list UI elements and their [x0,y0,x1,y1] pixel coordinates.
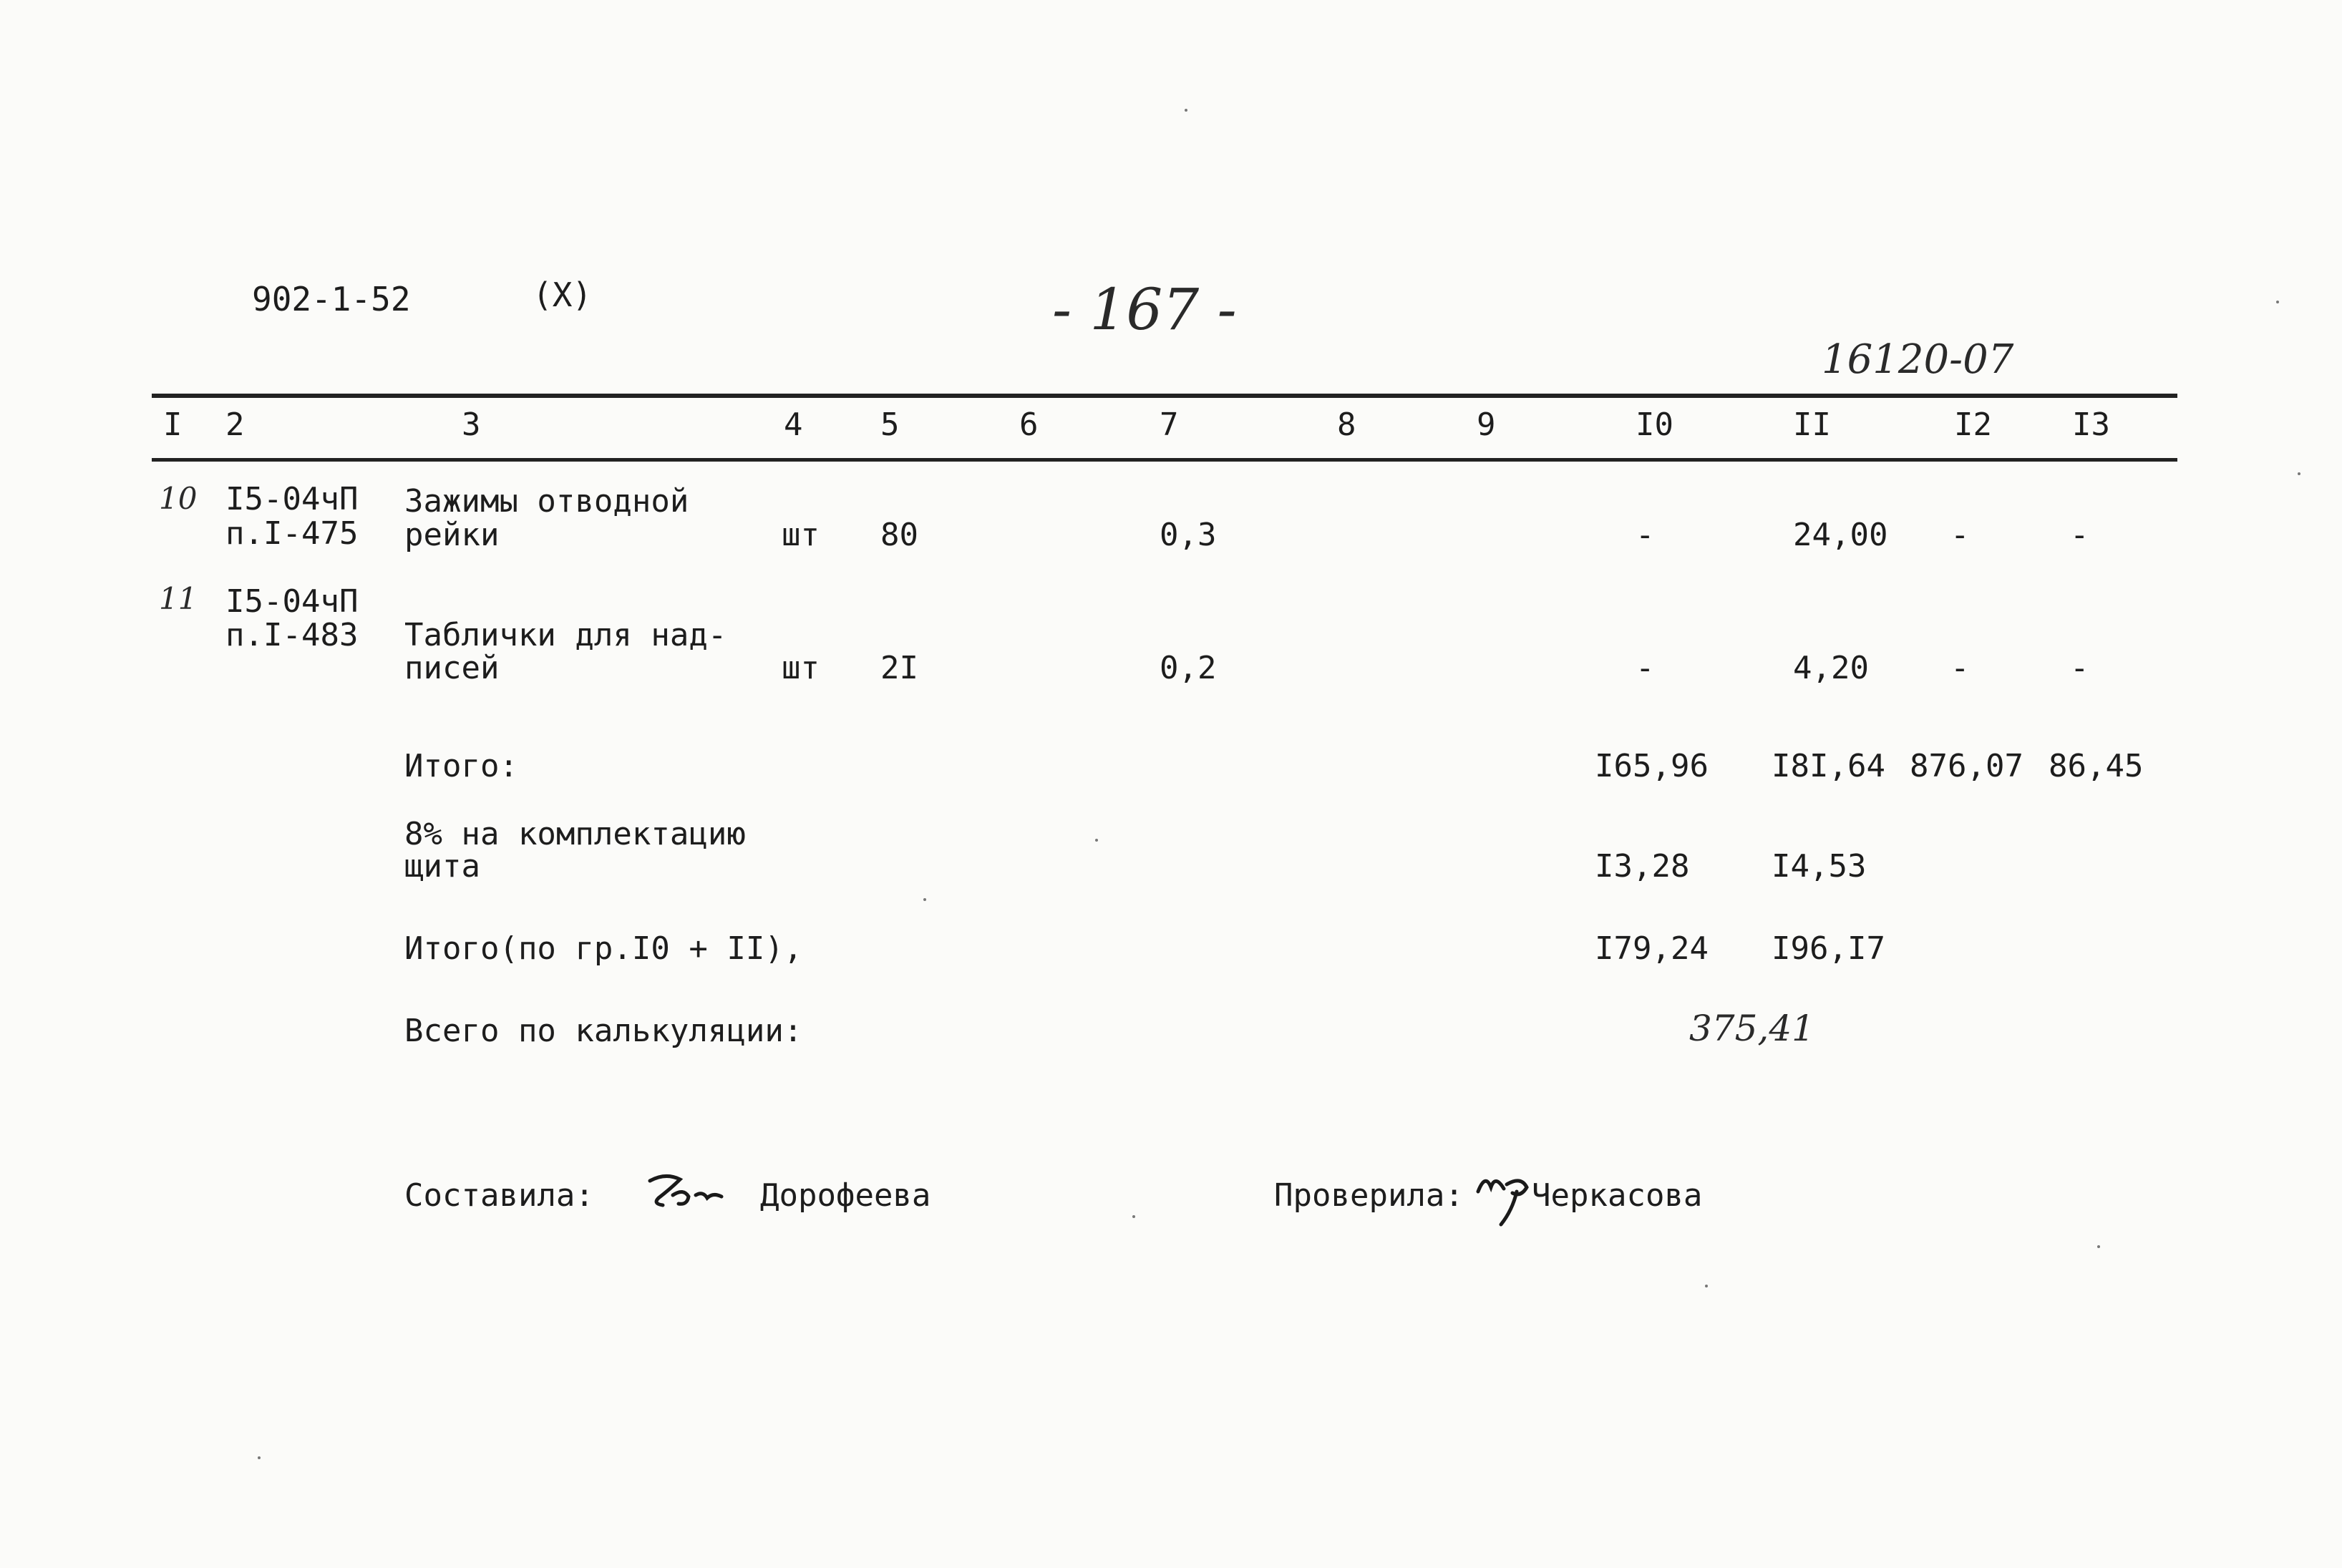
row-col7-value: 0,2 [1160,650,1217,686]
surcharge-label-line1: 8% на комплектацию [404,816,746,852]
page-number: - 167 - [1052,276,1237,343]
surcharge-col11: I4,53 [1772,848,1867,885]
subtotal-col11: I8I,64 [1772,748,1885,784]
scan-speck [1132,1215,1135,1218]
row-code-line2: п.I-475 [225,515,359,552]
row-number: 10 [159,481,198,516]
row-col12-value: - [1950,517,1970,553]
grand-total-label: Всего по калькуляции: [404,1013,803,1049]
row-col12-value: - [1950,650,1970,686]
scan-speck [2276,301,2279,303]
row-quantity: 80 [880,517,918,553]
subtotal-col13: 86,45 [2049,748,2144,784]
grand-total-value: 375,41 [1689,1008,1814,1049]
column-header-12: I2 [1954,406,1992,443]
surcharge-col10: I3,28 [1595,848,1690,885]
row-unit: шт [782,517,820,553]
scan-speck [1185,109,1187,112]
column-header-6: 6 [1019,406,1039,443]
scan-speck [2298,472,2300,475]
checked-by-name: Черкасова [1532,1177,1703,1214]
scan-speck [258,1456,261,1459]
scan-speck [923,898,926,901]
row-code-line1: I5-04чП [225,583,359,620]
column-header-9: 9 [1477,406,1496,443]
row-col11-value: 24,00 [1793,517,1888,553]
row-name-line2: рейки [404,517,500,553]
subtotal-col10: I65,96 [1595,748,1709,784]
row-col13-value: - [2070,650,2089,686]
column-header-10: I0 [1636,406,1673,443]
column-header-13: I3 [2072,406,2110,443]
row-col10-value: - [1636,517,1655,553]
column-header-1: I [163,406,183,443]
checked-by-label: Проверила: [1274,1177,1464,1214]
compiled-by-label: Составила: [404,1177,594,1214]
column-header-8: 8 [1337,406,1356,443]
column-header-5: 5 [880,406,900,443]
scan-speck [1095,839,1098,842]
scan-speck [2097,1245,2100,1248]
row-name-line1: Зажимы отводной [404,483,689,520]
archive-stamp-number: 16120-07 [1822,336,2014,383]
compiled-by-signature [644,1167,730,1217]
column-header-7: 7 [1160,406,1179,443]
row-number: 11 [159,581,198,616]
row-unit: шт [782,650,820,686]
row-col11-value: 4,20 [1793,650,1869,686]
row-col10-value: - [1636,650,1655,686]
column-header-2: 2 [225,406,245,443]
row-code-line1: I5-04чП [225,481,359,517]
row-name-line2: писей [404,650,500,686]
subtotal-label: Итого: [404,748,518,784]
table-header-rule [152,458,2177,462]
table-top-rule [152,394,2177,398]
row-code-line2: п.I-483 [225,617,359,653]
document-mark: (X) [533,276,593,314]
subtotal-col12: 876,07 [1910,748,2023,784]
row-name-line1: Таблички для над- [404,617,727,653]
surcharge-label-line2: щита [404,848,480,885]
row-quantity: 2I [880,650,918,686]
row-col7-value: 0,3 [1160,517,1217,553]
sum-label: Итого(по гр.I0 + II), [404,930,803,967]
document-code: 902-1-52 [252,280,411,318]
row-col13-value: - [2070,517,2089,553]
column-header-3: 3 [462,406,481,443]
sum-col10: I79,24 [1595,930,1709,967]
compiled-by-name: Дорофеева [760,1177,931,1214]
sum-col11: I96,I7 [1772,930,1885,967]
column-header-11: II [1793,406,1831,443]
column-header-4: 4 [784,406,803,443]
scan-speck [1705,1285,1708,1287]
